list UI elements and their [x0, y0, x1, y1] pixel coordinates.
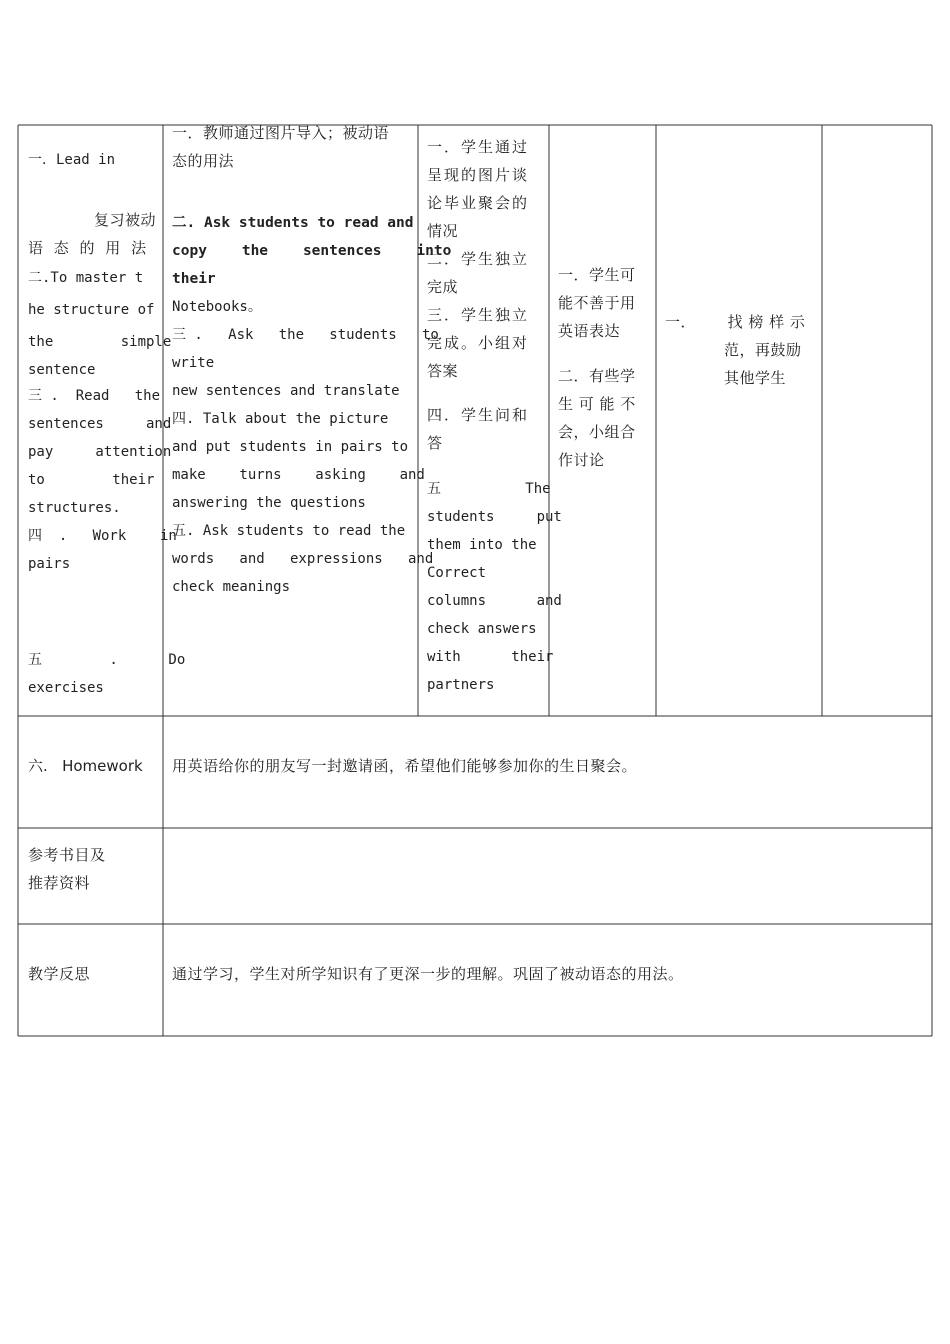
activity-line: check meanings — [172, 579, 291, 595]
student-line: 答 — [427, 434, 443, 452]
activity-line: 五. Ask students to read the — [172, 523, 406, 539]
student-line: students put — [427, 509, 562, 525]
student-line: with their — [427, 649, 554, 665]
step-line: sentences and — [28, 416, 172, 432]
activity-line: answering the questions — [172, 495, 366, 511]
step-line: exercises — [28, 680, 104, 696]
activity-line-bold: 二. Ask students to read and — [172, 215, 414, 231]
activity-line: and put students in pairs to — [172, 439, 409, 455]
step-line: 五 . Do — [28, 652, 186, 668]
activity-line: 三 . Ask the students to — [172, 327, 439, 343]
solution-line: 一． 找 榜 样 示 — [665, 313, 806, 331]
step-line: 二.To master t — [28, 270, 144, 286]
activity-line: 一．教师通过图片导入；被动语 — [172, 124, 390, 142]
activity-line: make turns asking and — [172, 467, 425, 483]
student-line: 三．学生独立 — [427, 306, 530, 324]
activity-line: 态的用法 — [172, 152, 235, 170]
step-line: pay attention — [28, 444, 172, 460]
problem-line: 英语表达 — [558, 322, 621, 340]
student-line: 二．学生独立 — [427, 250, 530, 268]
student-line: 完成 — [427, 278, 459, 296]
problem-line: 二．有些学 — [558, 367, 636, 385]
student-line: partners — [427, 677, 495, 693]
step-line: he structure of — [28, 302, 155, 318]
step-line: 一．Lead in — [28, 152, 116, 168]
homework-content: 用英语给你的朋友写一封邀请函，希望他们能够参加你的生日聚会。 — [172, 757, 638, 775]
student-line: them into the — [427, 537, 537, 553]
activity-line-bold: copy the sentences into — [172, 243, 452, 259]
activity-line-bold: their — [172, 271, 216, 287]
step-line: 语 态 的 用 法 — [28, 239, 150, 257]
step-line: 三 . Read the — [28, 388, 161, 404]
step-line: pairs — [28, 556, 71, 572]
step-line: sentence — [28, 362, 96, 378]
step-line: structures. — [28, 500, 121, 516]
problem-line — [558, 345, 652, 362]
step-line: 四 . Work in — [28, 528, 177, 544]
student-line — [427, 457, 545, 475]
solution-line: 范，再鼓励 — [724, 341, 802, 359]
step-line: to their — [28, 472, 155, 488]
solutions-column — [665, 308, 817, 392]
homework-label: 六. Homework — [28, 757, 143, 775]
step-line: the simple — [28, 334, 172, 350]
student-line: 答案 — [427, 362, 459, 380]
student-line: 一．学生通过 — [427, 138, 530, 156]
problem-line: 一．学生可 — [558, 266, 636, 284]
problem-line: 能不善于用 — [558, 294, 636, 312]
step-line: 复习被动 — [93, 211, 156, 229]
student-line: 四．学生问和 — [427, 406, 530, 424]
references-label — [28, 841, 158, 897]
activity-line: 四. Talk about the picture — [172, 411, 389, 427]
activity-spacer — [172, 175, 412, 209]
reflection-label: 教学反思 — [28, 965, 91, 983]
step-line — [28, 578, 156, 606]
problem-line: 会，小组合 — [558, 423, 636, 441]
student-line: Correct — [427, 565, 487, 581]
student-activity-column — [427, 133, 562, 699]
references-label-line: 参考书目及 — [28, 846, 106, 864]
student-line: 情况 — [427, 222, 459, 240]
student-line: 五 The — [427, 481, 551, 497]
reflection-content: 通过学习，学生对所学知识有了更深一步的理解。巩固了被动语态的用法。 — [172, 965, 684, 983]
activity-line: words and expressions and — [172, 551, 434, 567]
problem-line: 生 可 能 不 — [558, 395, 636, 413]
student-line: 呈现的图片谈 — [427, 166, 530, 184]
step-line — [28, 634, 156, 646]
step-line — [28, 174, 156, 202]
solution-line: 其他学生 — [724, 369, 787, 387]
activity-line: Notebooks。 — [172, 299, 262, 315]
student-line: 论毕业聚会的 — [427, 194, 530, 212]
student-line — [427, 385, 545, 401]
student-line: check answers — [427, 621, 537, 637]
step-line — [28, 606, 156, 634]
student-line: columns and — [427, 593, 562, 609]
student-line: 完成。小组对 — [427, 334, 530, 352]
references-label-line: 推荐资料 — [28, 874, 91, 892]
activity-line: new sentences and translate — [172, 383, 400, 399]
steps-column — [28, 146, 186, 702]
activity-line: write — [172, 355, 215, 371]
anticipated-problems-column — [558, 261, 652, 474]
problem-line: 作讨论 — [558, 451, 605, 469]
